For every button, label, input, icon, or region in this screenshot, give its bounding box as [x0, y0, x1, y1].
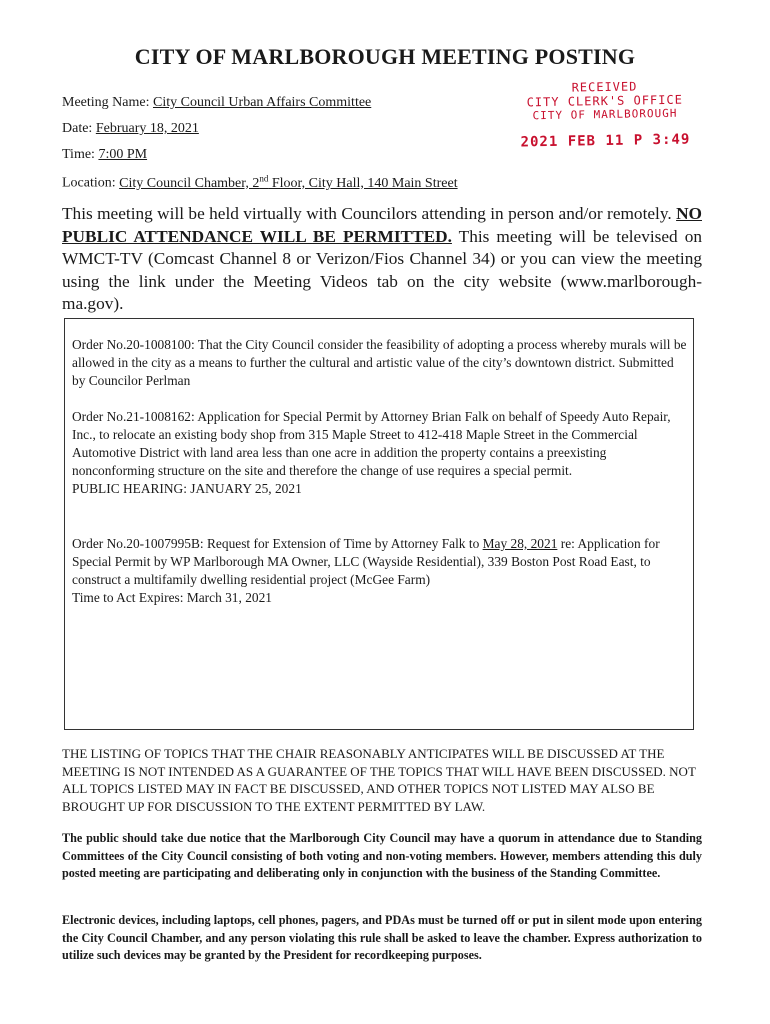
no-public-attendance-notice: NO PUBLIC ATTENDANCE WILL BE PERMITTED.: [62, 204, 702, 246]
page-title: CITY OF MARLBOROUGH MEETING POSTING: [134, 44, 636, 69]
received-stamp: [519, 79, 690, 151]
meeting-name-label: Meeting Name:: [62, 95, 153, 110]
meeting-time-label: Time:: [62, 147, 99, 162]
quorum-notice: The public should take due notice that the Marlborough City Council may have a quorum in attendance due to Standing Committees of the City Council consisting of both voting and non-voting members. However, members attending this duly posted meeting are participating and deliberating only in conjunction with the business of the Standing Committee.: [62, 831, 702, 880]
agenda-item-expires: Time to Act Expires: March 31, 2021: [72, 590, 272, 605]
meeting-date-row: [62, 121, 199, 137]
agenda-item: Order No.20-1008100: That the City Council consider the feasibility of adopting a process whereby murals will be allowed in the city as a means to further the cultural and artistic value of the city’s downtown district. Submitted by Councilor Perlman: [72, 337, 687, 388]
agenda-item-hearing: PUBLIC HEARING: JANUARY 25, 2021: [72, 481, 302, 496]
meeting-location-row: [62, 173, 458, 192]
meeting-location-value: City Council Chamber, 2nd Floor, City Hall, 140 Main Street: [119, 173, 458, 191]
meeting-name-value: City Council Urban Affairs Committee: [152, 95, 372, 110]
stamp-line-2: CITY CLERK'S OFFICE: [526, 92, 684, 110]
meeting-time-row: [62, 147, 147, 163]
topics-listing-notice: THE LISTING OF TOPICS THAT THE CHAIR REASONABLY ANTICIPATES WILL BE DISCUSSED AT THE MEETING IS NOT INTENDED AS A GUARANTEE OF THE TOPICS THAT WILL HAVE BEEN DISCUSSED. NOT ALL TOPICS LISTED MAY IN FACT BE DISCUSSED, AND OTHER TOPICS NOT LISTED MAY ALSO BE BROUGHT UP FOR DISCUSSION TO THE EXTENT PERMITTED BY LAW.: [62, 746, 696, 814]
meeting-location-label: Location:: [62, 175, 120, 191]
meeting-date-value: February 18, 2021: [95, 121, 199, 136]
agenda-item: [72, 408, 687, 498]
agenda-item: [72, 535, 687, 607]
stamp-line-3: CITY OF MARLBOROUGH: [532, 106, 678, 123]
electronic-devices-notice: Electronic devices, including laptops, cell phones, pagers, and PDAs must be turned off or put in silent mode upon entering the City Council Chamber, and any person violating this rule shall be asked to leave the chamber. Express authorization to utilize such devices may be granted by the President for recordkeeping purposes.: [62, 913, 702, 962]
agenda-item-text: Order No.21-1008162: Application for Special Permit by Attorney Brian Falk on behalf of Speedy Auto Repair, Inc., to relocate an existing body shop from 315 Maple Street to 412-418 Maple Street in the Commercial Automotive District with land area less than one acre in addition the property contains a preexisting nonconforming structure on the site and therefore the change of use requires a special permit.: [72, 409, 671, 478]
meeting-date-label: Date:: [62, 121, 96, 136]
agenda-item-text: Order No.20-1007995B: Request for Extension of Time by Attorney Falk to May 28, 2021 re: Application for Special Permit by WP Marlborough MA Owner, LLC (Wayside Residential), 339 Boston Post Road East, to construct a multifamily dwelling residential project (McGee Farm): [72, 536, 660, 587]
meeting-name-row: [62, 95, 371, 111]
meeting-intro-paragraph: This meeting will be held virtually with Councilors attending in person and/or remotely. NO PUBLIC ATTENDANCE WILL BE PERMITTED. This meeting will be televised on WMCT-TV (Comcast Channel 8 or Verizon/Fios Channel 34) or you can view the meeting using the link under the Meeting Videos tab on the city website (www.marlborough-ma.gov).: [62, 204, 702, 313]
meeting-time-value: 7:00 PM: [98, 147, 148, 162]
stamp-timestamp: 2021 FEB 11 P 3:49: [520, 131, 691, 151]
stamp-line-1: RECEIVED: [571, 79, 638, 95]
